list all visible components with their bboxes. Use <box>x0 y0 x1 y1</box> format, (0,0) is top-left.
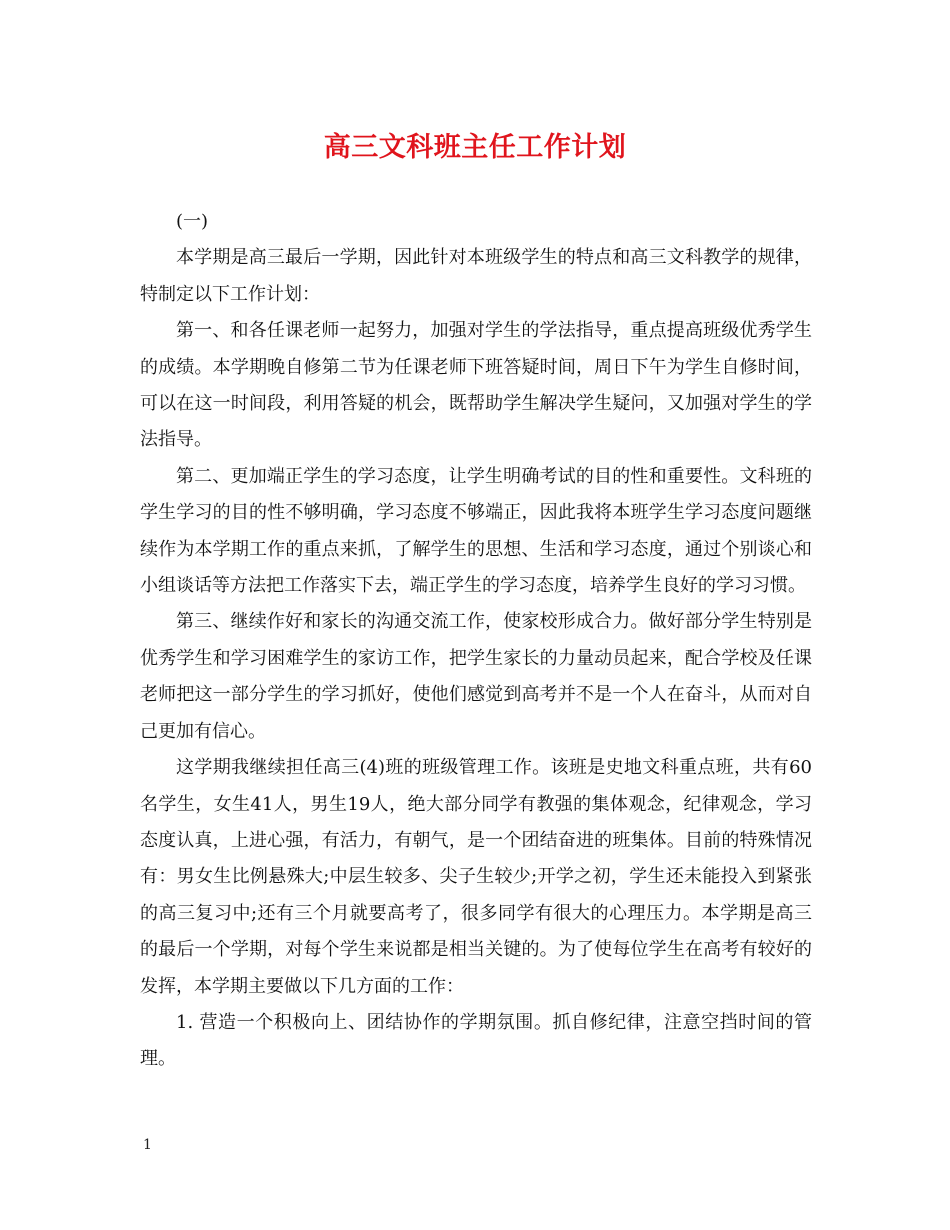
list-item-1: 1. 营造一个积极向上、团结协作的学期氛围。抓自修纪律，注意空挡时间的管理。 <box>140 1011 812 1070</box>
paragraph-intro: 本学期是高三最后一学期，因此针对本班级学生的特点和高三文科教学的规律，特制定以下工作计划： <box>140 247 812 305</box>
paragraph-second-point: 第二、更加端正学生的学习态度，让学生明确考试的目的性和重要性。文科班的学生学习的目的性不够明确，学习态度不够端正，因此我将本班学生学习态度问题继续作为本学期工作的重点来抓，了解学生的思想、生活和学习态度，通过个别谈心和小组谈话等方法把工作落实下去，端正学生的学习态度，培养学生良好的学习习惯。 <box>140 465 812 597</box>
section-marker: (一) <box>176 211 209 232</box>
page-number: 1 <box>143 1137 152 1153</box>
document-body <box>140 204 812 1078</box>
paragraph-third-point: 第三、继续作好和家长的沟通交流工作，使家校形成合力。做好部分学生特别是优秀学生和学习困难学生的家访工作，把学生家长的力量动员起来，配合学校及任课老师把这一部分学生的学习抓好，使他们感觉到高考并不是一个人在奋斗，从而对自己更加有信心。 <box>140 611 812 742</box>
paragraph-class-overview: 这学期我继续担任高三(4)班的班级管理工作。该班是史地文科重点班，共有60名学生，女生41人，男生19人，绝大部分同学有教强的集体观念，纪律观念，学习态度认真，上进心强，有活力，有朝气，是一个团结奋进的班集体。目前的特殊情况有：男女生比例悬殊大;中层生较多、尖子生较少;开学之初，学生还未能投入到紧张的高三复习中;还有三个月就要高考了，很多同学有很大的心理压力。本学期是高三的最后一个学期，对每个学生来说都是相当关键的。为了使每位学生在高考有较好的发挥，本学期主要做以下几方面的工作： <box>140 757 812 997</box>
paragraph-first-point: 第一、和各任课老师一起努力，加强对学生的学法指导，重点提高班级优秀学生的成绩。本学期晚自修第二节为任课老师下班答疑时间，周日下午为学生自修时间，可以在这一时间段，利用答疑的机会，既帮助学生解决学生疑问，又加强对学生的学法指导。 <box>140 320 812 451</box>
document-title: 高三文科班主任工作计划 <box>323 132 627 163</box>
